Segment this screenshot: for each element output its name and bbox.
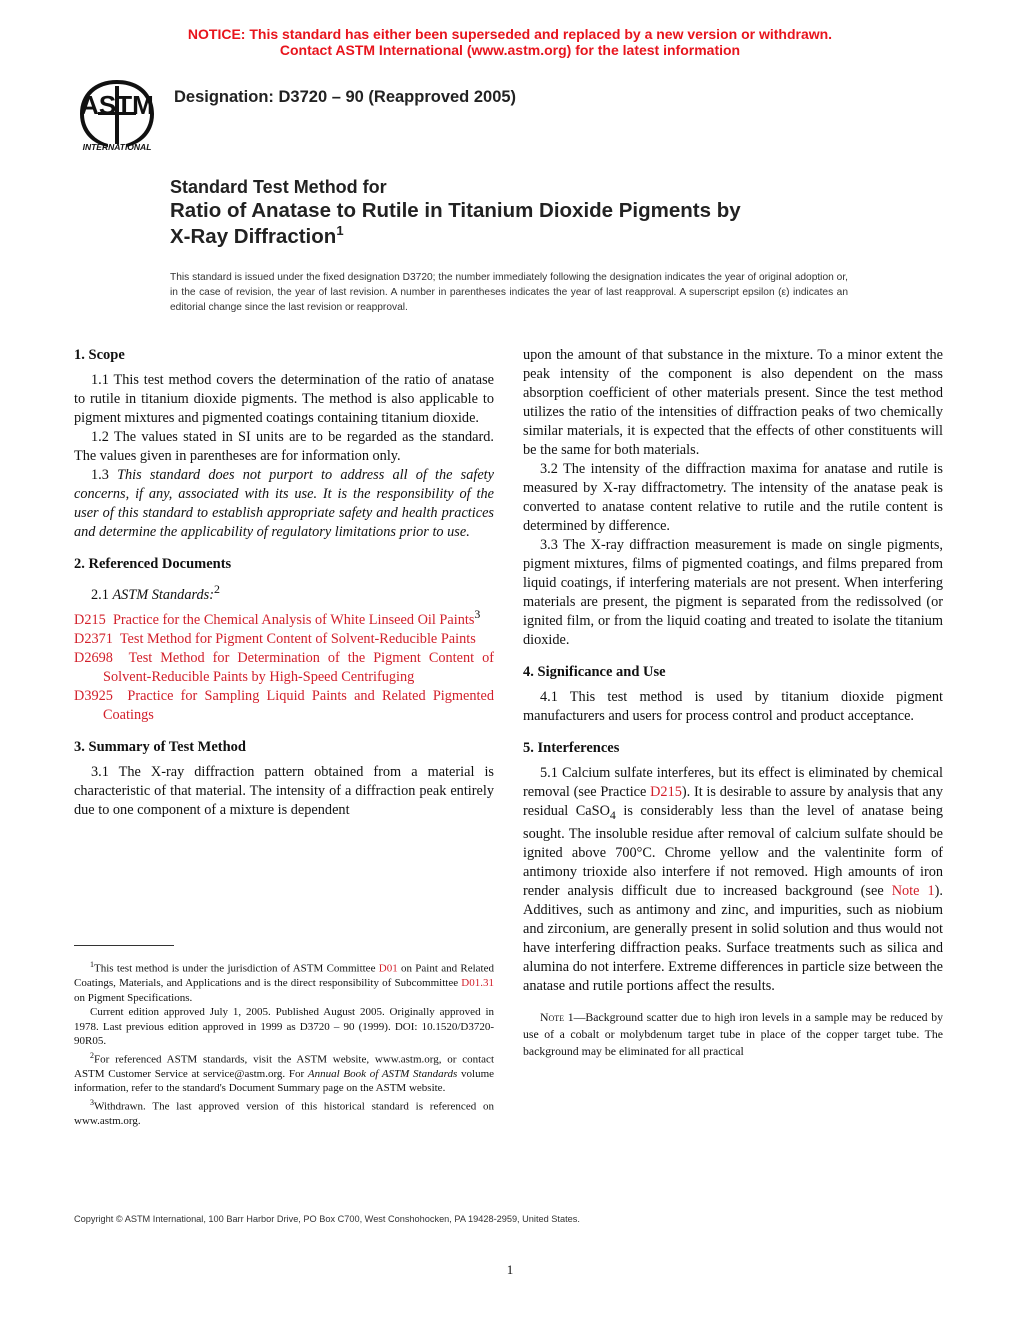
designation: Designation: D3720 – 90 (Reapproved 2005) <box>174 88 517 106</box>
footnote-3 <box>74 1096 494 1129</box>
ref-d2698[interactable] <box>74 649 494 687</box>
interferences-5-1 <box>523 764 943 996</box>
footnote-2-b: volume information, refer to the standard's Document Summary page on the ASTM website. <box>74 1067 495 1095</box>
footnote-1-c: on Pigment Specifications. <box>74 991 193 1004</box>
footnote-2-a: For referenced ASTM standards, visit the ASTM website, www.astm.org, or contact ASTM Customer Service at service@astm.org. For <box>74 1053 494 1080</box>
ref-title[interactable]: Practice for Sampling Liquid Paints and Related Pigmented Coatings <box>103 687 494 723</box>
notice-line-1: NOTICE: This standard has either been superseded and replaced by a new version or withdrawn. <box>187 26 833 42</box>
footnote-1-b: on Paint and Related Coatings, Materials, and Applications and is the direct responsibility of Subcommittee <box>74 962 494 990</box>
title-main-line1: Ratio of Anatase to Rutile in Titanium Dioxide Pigments by <box>170 199 741 222</box>
right-column <box>523 346 943 1060</box>
logo-letters: ASTM <box>80 90 154 120</box>
ref-mark: 3 <box>474 606 481 621</box>
page-number: 1 <box>506 1262 514 1277</box>
logo-caption: INTERNATIONAL <box>82 142 152 152</box>
significance-4-1: 4.1 This test method is used by titanium dioxide pigment manufacturers and users for process control and product acceptance. <box>523 689 943 724</box>
referenced-intro <box>74 580 494 605</box>
link-note-1[interactable]: Note 1 <box>891 882 935 899</box>
footnote-3-mark: 3 <box>90 1097 94 1107</box>
scope-heading: 1. Scope <box>74 347 125 363</box>
title-kind: Standard Test Method for <box>170 177 387 197</box>
ref-code[interactable]: D2371 <box>74 630 113 647</box>
caso4-subscript: 4 <box>609 807 616 822</box>
link-d215[interactable]: D215 <box>650 784 682 800</box>
footnote-2 <box>74 1049 494 1096</box>
summary-heading: 3. Summary of Test Method <box>74 738 246 755</box>
title-footnote-mark: 1 <box>336 223 344 239</box>
scope-1-3-text: This standard does not purport to address all of the safety concerns, if any, associated with its use. It is the responsibility of the user of this standard to establish appropriate safety and health practices and determine the applicability of regulatory limitations prior to use. <box>74 467 494 540</box>
referenced-intro-mark: 2 <box>214 582 220 596</box>
referenced-heading: 2. Referenced Documents <box>74 556 232 572</box>
document-title <box>170 176 870 250</box>
scope-1-1: 1.1 This test method covers the determination of the ratio of anatase to rutile in titanium dioxide pigments. The method is also applicable to pigment mixtures and pigmented coatings containing titanium dioxide. <box>74 372 494 426</box>
title-main-line2-text: X-Ray Diffraction <box>170 225 337 248</box>
interferences-5-1-b: ). It is desirable to assure by analysis that any residual CaSO <box>523 784 943 819</box>
scope-1-3-num: 1.3 <box>91 467 109 483</box>
footnote-1-mark: 1 <box>90 960 94 969</box>
footnote-3-text: Withdrawn. The last approved version of this historical standard is referenced on www.astm.org. <box>74 1100 494 1127</box>
referenced-intro-num: 2.1 <box>91 586 109 603</box>
footnote-rule <box>74 945 174 946</box>
ref-title[interactable]: Practice for the Chemical Analysis of White Linseed Oil Paints <box>112 611 475 628</box>
ref-d3925[interactable] <box>74 687 494 725</box>
footnote-1 <box>74 958 494 1005</box>
summary-3-1-cont: upon the amount of that substance in the mixture. To a minor extent the peak intensity of the component is also dependent on the mass absorption coefficient of other materials present. Since the test method utilizes the ratio of the intensities of diffraction peaks of two chemically similar materials, it is expected that the effects of other constituents will be the same for both materials. <box>523 347 943 458</box>
footnote-1-a: This test method is under the jurisdiction of ASTM Committee <box>94 962 379 975</box>
ref-code[interactable]: D3925 <box>74 687 113 704</box>
footnote-2-mark: 2 <box>90 1050 94 1060</box>
footnotes <box>74 958 494 1128</box>
referenced-intro-text: ASTM Standards: <box>112 586 214 603</box>
supersede-notice <box>0 26 1020 58</box>
interferences-heading: 5. Interferences <box>523 740 620 756</box>
preamble: This standard is issued under the fixed designation D3720; the number immediately following the designation indicates the year of original adoption or, in the case of revision, the year of last revision. A number in parentheses indicates the year of last reapproval. A superscript epsilon (ε) indicates an editorial change since the last revision or reapproval. <box>170 272 848 313</box>
left-column <box>74 346 494 820</box>
ref-code[interactable]: D215 <box>74 611 106 628</box>
interferences-5-1-a: 5.1 Calcium sulfate interferes, but its effect is eliminated by chemical removal (see Practice <box>523 765 943 800</box>
significance-heading: 4. Significance and Use <box>523 664 666 680</box>
ref-d2371[interactable] <box>74 630 494 649</box>
note-1-label: Note 1 <box>540 1009 574 1024</box>
notice-line-2: Contact ASTM International (www.astm.org) for the latest information <box>279 42 741 58</box>
summary-3-3: 3.3 The X-ray diffraction measurement is made on single pigments, pigment mixtures, films of pigmented coatings, and films prepared from liquid coatings, if interfering materials are not present. When interfering materials are present, the pigment is separated from the redissolved (or ignited film, or from the liquid coating and treated to isolate the titanium dioxide. <box>523 537 943 648</box>
ref-title[interactable]: Test Method for Pigment Content of Solvent-Reducible Paints <box>119 630 476 647</box>
footnote-2-ital: Annual Book of ASTM Standards <box>307 1067 458 1080</box>
ref-title[interactable]: Test Method for Determination of the Pigment Content of Solvent-Reducible Paints by High-Speed Centrifuging <box>103 649 494 685</box>
title-main-line2 <box>170 224 870 250</box>
summary-3-2: 3.2 The intensity of the diffraction maxima for anatase and rutile is measured by X-ray diffractometry. The intensity of the anatase peak is converted to anatase content relative to rutile and the rutile content is determined by difference. <box>523 461 943 534</box>
footnote-link-d01-31[interactable]: D01.31 <box>461 977 494 990</box>
interferences-5-1-d: ). Additives, such as antimony and zinc, and impurities, such as niobium and zirconium, are generally present in solid solution and thus would not have interfering diffraction peaks. Surface treatments such as silica and alumina do not interfere. Extreme differences in particle size between the anatase and rutile portions affect the results. <box>523 882 943 994</box>
note-1-text: —Background scatter due to high iron levels in a sample may be reduced by use of a cobalt or molybdenum target tube in place of the copper target tube. The background may be eliminated for all practical <box>523 1009 943 1058</box>
footnote-1-edition: Current edition approved July 1, 2005. Published August 2005. Originally approved in 1978. Last previous edition approved in 1999 as D3720 – 90 (1999). DOI: 10.1520/D3720-90R05. <box>74 1006 494 1048</box>
copyright: Copyright © ASTM International, 100 Barr Harbor Drive, PO Box C700, West Conshohocken, PA 19428-2959, United States. <box>74 1214 580 1224</box>
ref-code[interactable]: D2698 <box>74 649 113 666</box>
summary-3-1: 3.1 The X-ray diffraction pattern obtained from a material is characteristic of that material. The intensity of a diffraction peak entirely due to one component of a mixture is dependent <box>74 763 494 818</box>
footnote-link-d01[interactable]: D01 <box>378 962 398 975</box>
note-1 <box>523 1009 943 1060</box>
scope-1-3 <box>74 466 494 542</box>
interferences-5-1-c: is considerably less than the level of anatase being sought. The insoluble residue after removal of calcium sulfate should be ignited above 700°C. Chrome yellow and the valentinite form of antimony trioxide also interfere if not removed. High amounts of iron render analysis difficult due to increased background (see <box>523 803 943 899</box>
astm-logo <box>70 74 164 154</box>
ref-d215[interactable] <box>74 605 494 630</box>
scope-1-2: 1.2 The values stated in SI units are to be regarded as the standard. The values given in parentheses are for information only. <box>74 429 494 464</box>
